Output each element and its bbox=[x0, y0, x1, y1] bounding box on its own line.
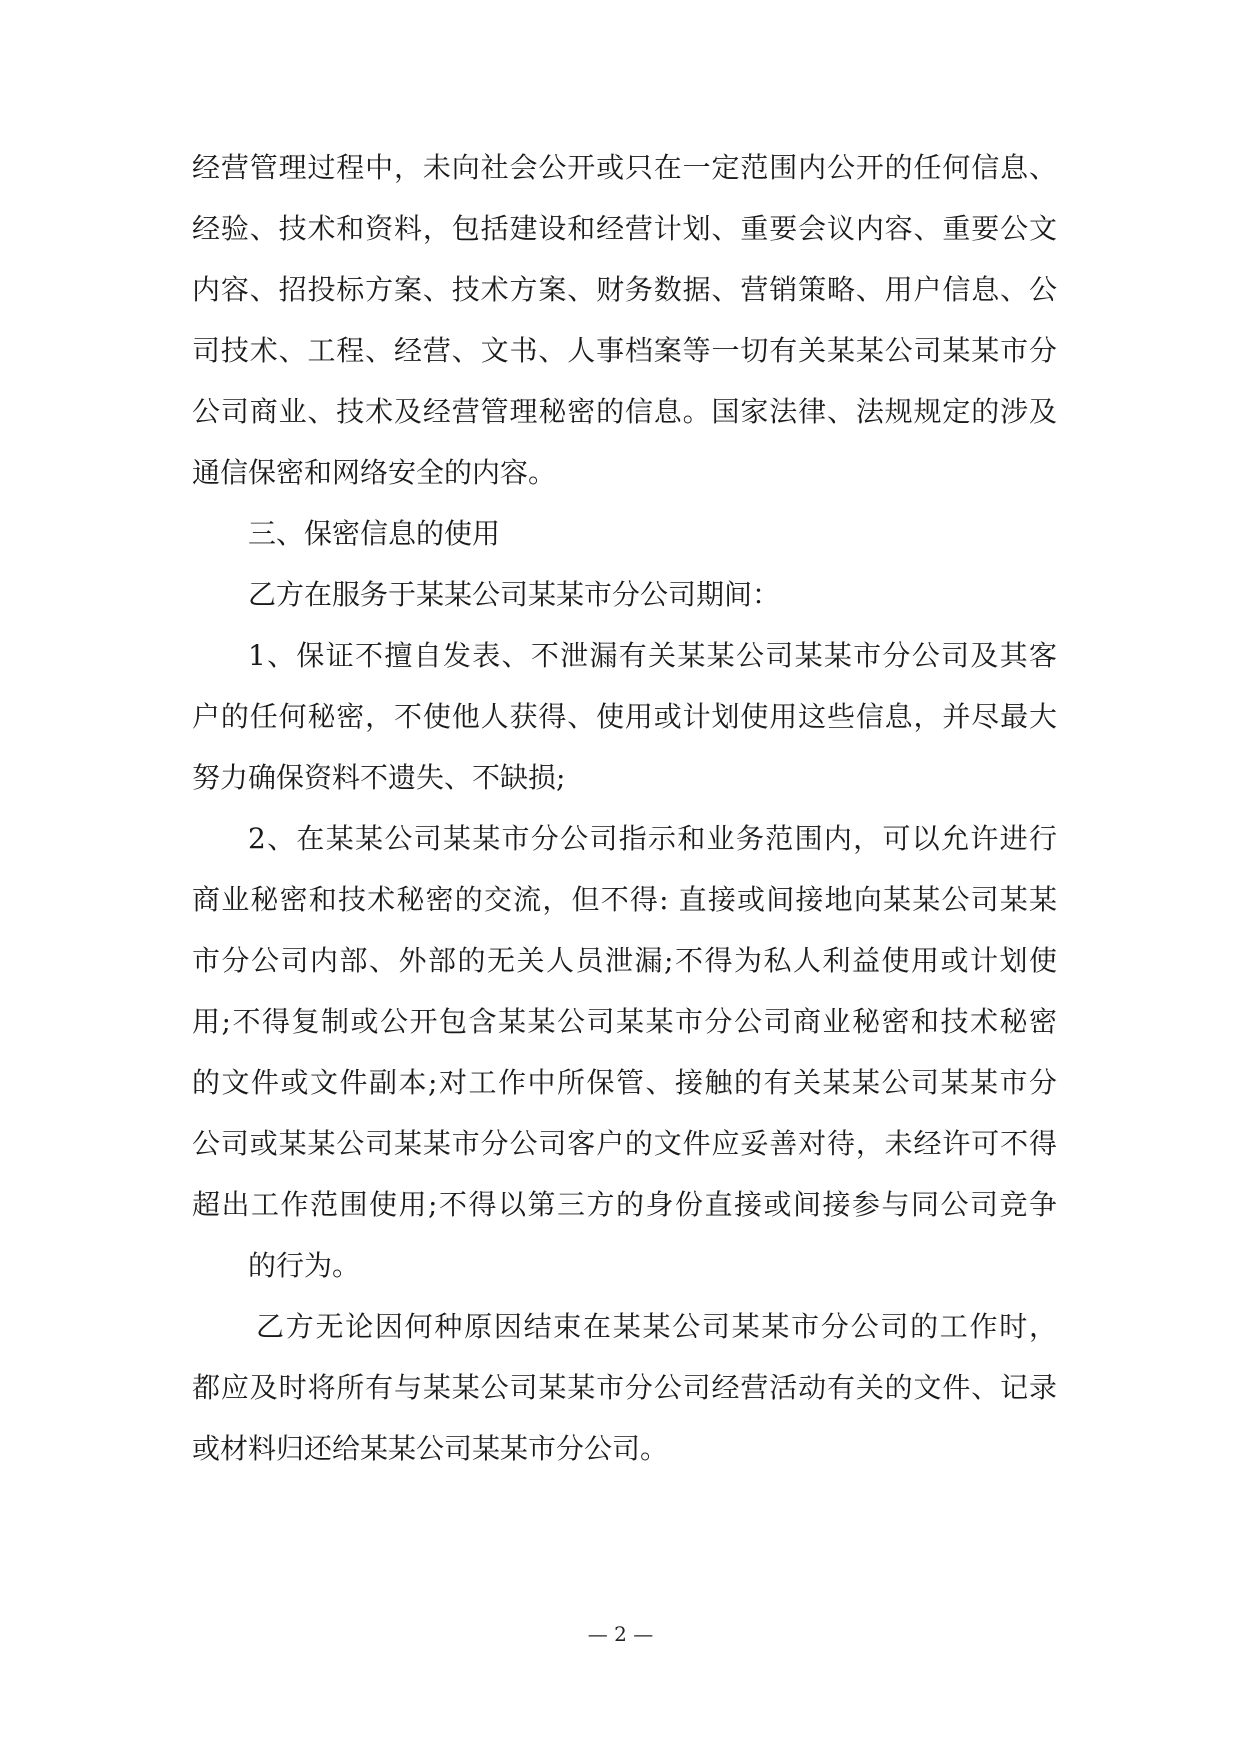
paragraph-line: 经验、技术和资料，包括建设和经营计划、重要会议内容、重要公文 bbox=[192, 212, 1057, 245]
paragraph-line: 乙方在服务于某某公司某某市分公司期间： bbox=[248, 578, 781, 611]
paragraph-line: 内容、招投标方案、技术方案、财务数据、营销策略、用户信息、公 bbox=[192, 273, 1057, 306]
paragraph-line: 公司商业、技术及经营管理秘密的信息。国家法律、法规规定的涉及 bbox=[192, 395, 1057, 428]
paragraph-line: 乙方无论因何种原因结束在某某公司某某市分公司的工作时， bbox=[256, 1310, 1057, 1343]
page-number: — 2 — bbox=[587, 1622, 654, 1646]
list-item-line: 商业秘密和技术秘密的交流，但不得: 直接或间接地向某某公司某某 bbox=[192, 883, 1057, 916]
list-item-line: 2、在某某公司某某市分公司指示和业务范围内，可以允许进行 bbox=[248, 822, 1057, 855]
list-item-line: 公司或某某公司某某市分公司客户的文件应妥善对待，未经许可不得 bbox=[192, 1127, 1057, 1160]
list-item-line: 1、保证不擅自发表、不泄漏有关某某公司某某市分公司及其客 bbox=[248, 639, 1057, 672]
list-item-line: 的文件或文件副本;对工作中所保管、接触的有关某某公司某某市分 bbox=[192, 1066, 1057, 1099]
section-heading: 三、保密信息的使用 bbox=[248, 517, 501, 550]
paragraph-line: 司技术、工程、经营、文书、人事档案等一切有关某某公司某某市分 bbox=[192, 334, 1057, 367]
paragraph-line: 都应及时将所有与某某公司某某市分公司经营活动有关的文件、记录 bbox=[192, 1371, 1057, 1404]
paragraph-line: 通信保密和网络安全的内容。 bbox=[192, 456, 557, 489]
list-item-line: 努力确保资料不遗失、不缺损; bbox=[192, 761, 566, 794]
list-item-line: 超出工作范围使用;不得以第三方的身份直接或间接参与同公司竞争 bbox=[192, 1188, 1057, 1221]
list-item-line: 市分公司内部、外部的无关人员泄漏;不得为私人利益使用或计划使 bbox=[192, 944, 1057, 977]
paragraph-line: 经营管理过程中，未向社会公开或只在一定范围内公开的任何信息、 bbox=[192, 151, 1057, 184]
list-item-line: 用;不得复制或公开包含某某公司某某市分公司商业秘密和技术秘密 bbox=[192, 1005, 1057, 1038]
list-item-line: 的行为。 bbox=[248, 1249, 361, 1282]
paragraph-line: 或材料归还给某某公司某某市分公司。 bbox=[192, 1432, 669, 1465]
list-item-line: 户的任何秘密，不使他人获得、使用或计划使用这些信息，并尽最大 bbox=[192, 700, 1057, 733]
